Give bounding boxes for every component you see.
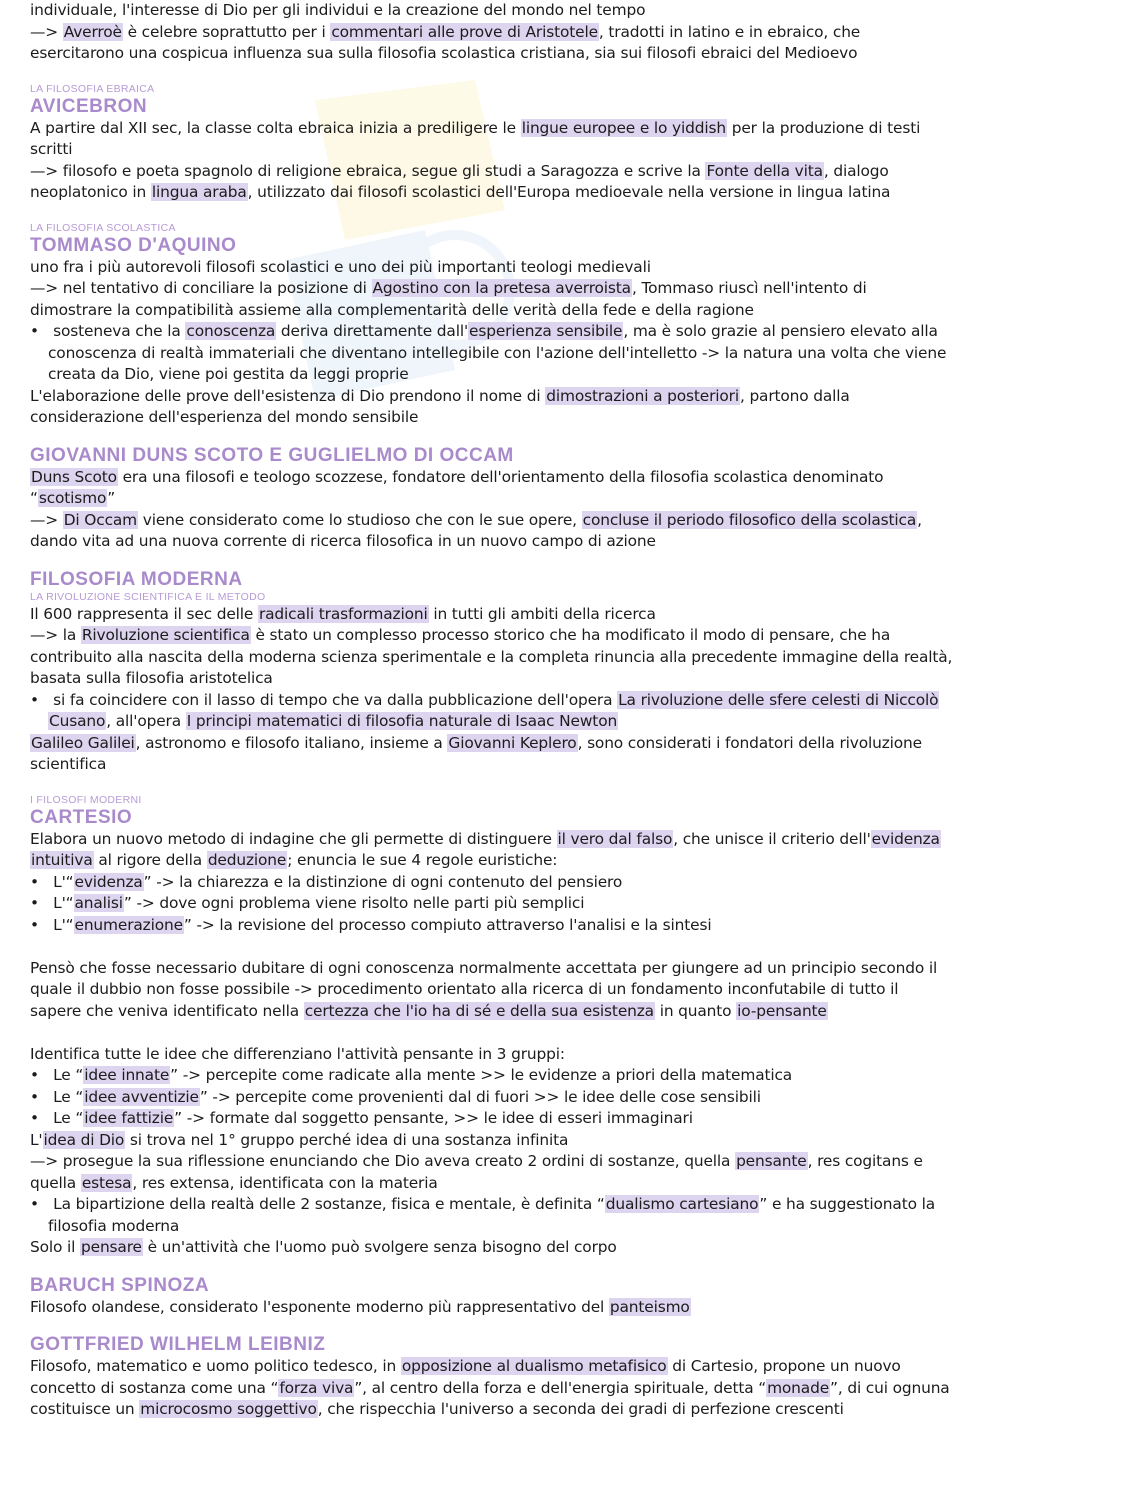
text-line: [30, 1378, 1122, 1400]
section-subtitle: LA FILOSOFIA EBRAICA: [30, 82, 155, 95]
text-line: [30, 604, 1122, 626]
text-run: ”: [107, 489, 116, 507]
text-run: , res cogitans e: [807, 1152, 923, 1170]
bullet-line: [30, 1194, 1122, 1216]
highlighted-term: concluse il periodo filosofico della scolastica: [582, 510, 917, 529]
text-run: si trova nel 1° gruppo perché idea di una sostanza infinita: [125, 1130, 569, 1149]
text-run: —> nel tentativo di conciliare la posizione di: [30, 279, 372, 297]
bullet-icon: •: [30, 1066, 54, 1084]
text-run: , all'opera: [106, 712, 186, 730]
text-line: [30, 467, 1122, 489]
text-run: Le “: [53, 1109, 84, 1127]
bullet-icon: •: [30, 872, 54, 891]
text-run: , sono considerati i fondatori della rivoluzione: [577, 733, 922, 752]
section-subtitle: LA RIVOLUZIONE SCIENTIFICA E IL METODO: [30, 590, 266, 603]
text-run: conoscenza di realtà immateriali che diventano intellegibile con l'azione dell'intelletto -> la natura una volta che viene: [48, 343, 947, 362]
text-run: scritti: [30, 140, 73, 158]
section-heading: BARUCH SPINOZA: [30, 1274, 210, 1296]
text-line: [30, 43, 1122, 65]
text-run: sapere che veniva identificato nella: [30, 1001, 304, 1020]
text-line: [30, 182, 1122, 204]
text-run: , res extensa, identificata con la materia: [132, 1173, 438, 1192]
text-line: [30, 958, 1122, 980]
text-run: quella: [30, 1173, 81, 1192]
text-run: L'“: [53, 894, 74, 912]
text-line: [30, 386, 1122, 408]
text-run: si fa coincidere con il lasso di tempo che va dalla pubblicazione dell'opera: [53, 690, 618, 709]
bullet-line: [30, 1108, 1122, 1130]
text-run: ” -> percepite come radicate alla mente >> le evidenze a priori della matematica: [170, 1066, 793, 1084]
text-run: è stato un complesso processo storico che ha modificato il modo di pensare, che ha: [250, 626, 891, 644]
text-run: , ma è solo grazie al pensiero elevato alla: [623, 322, 938, 340]
text-run: per la produzione di testi: [726, 118, 921, 137]
text-line: [30, 1130, 1122, 1152]
highlighted-term: pensante: [736, 1152, 807, 1170]
highlighted-term: Duns Scoto: [31, 467, 117, 486]
text-line: [30, 1356, 1122, 1378]
text-line: [30, 1173, 1122, 1195]
section-heading: GIOVANNI DUNS SCOTO E GUGLIELMO DI OCCAM: [30, 444, 514, 466]
text-run: L'“: [53, 915, 74, 934]
text-line: [30, 364, 1122, 386]
text-run: viene considerato come lo studioso che con le sue opere,: [138, 510, 582, 529]
text-run: uno fra i più autorevoli filosofi scolastici e uno dei più importanti teologi medievali: [30, 257, 651, 276]
text-line: [30, 1044, 1122, 1066]
text-run: ”, al centro della forza e dell'energia spirituale, detta “: [354, 1378, 767, 1397]
text-run: Filosofo olandese, considerato l'esponente moderno più rappresentativo del: [30, 1297, 609, 1316]
text-run: L': [30, 1130, 43, 1149]
highlighted-term: Cusano: [49, 712, 106, 730]
text-line: [30, 1399, 1122, 1421]
highlighted-term: il vero dal falso: [557, 829, 673, 848]
text-run: La bipartizione della realtà delle 2 sostanze, fisica e mentale, è definita “: [53, 1195, 605, 1213]
highlighted-term: lingua araba: [151, 183, 247, 201]
text-run: è celebre soprattutto per i: [122, 22, 331, 41]
highlighted-term: lingue europee e lo yiddish: [521, 118, 726, 137]
text-line: [30, 829, 1122, 851]
highlighted-term: Agostino con la pretesa averroista: [372, 279, 631, 297]
text-run: —> prosegue la sua riflessione enunciando che Dio aveva creato 2 ordini di sostanze, quella: [30, 1152, 736, 1170]
text-line: [30, 711, 1122, 733]
text-run: dando vita ad una nuova corrente di ricerca filosofica in un nuovo campo di azione: [30, 532, 656, 550]
text-run: ,: [917, 510, 922, 529]
bullet-line: [30, 321, 1122, 343]
text-line: [30, 1001, 1122, 1023]
text-run: Le “: [53, 1066, 84, 1084]
highlighted-term: dualismo cartesiano: [605, 1195, 759, 1213]
text-run: —> la: [30, 626, 81, 644]
text-line: [30, 1297, 1122, 1319]
text-line: [30, 257, 1122, 279]
text-line: [30, 300, 1122, 322]
highlighted-term: evidenza: [74, 872, 143, 891]
highlighted-term: idee fattizie: [84, 1109, 174, 1127]
text-run: filosofia moderna: [48, 1216, 180, 1235]
section-heading: AVICEBRON: [30, 95, 148, 117]
text-run: esercitarono una cospicua influenza sua sulla filosofia scolastica cristiana, sia sui filosofi ebraici del Medioevo: [30, 44, 858, 62]
text-run: neoplatonico in: [30, 183, 151, 201]
text-run: , che unisce il criterio dell': [673, 829, 871, 848]
text-run: deriva direttamente dall': [276, 322, 469, 340]
section-heading: CARTESIO: [30, 806, 133, 828]
highlighted-term: Averroè: [63, 22, 122, 41]
bullet-icon: •: [30, 690, 54, 709]
text-run: , tradotti in latino e in ebraico, che: [598, 22, 861, 41]
text-run: dimostrare la compatibilità assieme alla complementarità delle verità della fede e della ragione: [30, 300, 754, 319]
text-line: [30, 0, 1122, 22]
text-run: , che rispecchia l'universo a seconda dei gradi di perfezione crescenti: [317, 1400, 844, 1418]
text-run: , dialogo: [823, 161, 889, 180]
bullet-icon: •: [30, 1195, 54, 1213]
text-run: , partono dalla: [739, 386, 850, 405]
text-run: ” -> formate dal soggetto pensante, >> le idee di esseri immaginari: [174, 1109, 693, 1127]
highlighted-term: Fonte della vita: [706, 161, 823, 180]
text-run: ”, di cui ognuna: [830, 1378, 950, 1397]
section-subtitle: LA FILOSOFIA SCOLASTICA: [30, 221, 176, 234]
text-line: [30, 22, 1122, 44]
highlighted-term: Rivoluzione scientifica: [81, 626, 250, 644]
highlighted-term: idee avventizie: [84, 1087, 199, 1106]
text-run: , utilizzato dai filosofi scolastici dell'Europa medioevale nella versione in lingua latina: [247, 183, 891, 201]
highlighted-term: idee innate: [84, 1066, 170, 1084]
bullet-line: [30, 1087, 1122, 1109]
bullet-line: [30, 690, 1122, 712]
text-line: [30, 1151, 1122, 1173]
highlighted-term: radicali trasformazioni: [258, 604, 428, 623]
section-heading: GOTTFRIED WILHELM LEIBNIZ: [30, 1334, 326, 1355]
bullet-icon: •: [30, 322, 54, 340]
bullet-icon: •: [30, 894, 54, 912]
text-run: “: [30, 489, 38, 507]
highlighted-term: panteismo: [609, 1297, 690, 1316]
text-run: contribuito alla nascita della moderna scienza sperimentale e la completa rinuncia alla precedente immagine della realtà,: [30, 647, 953, 666]
section-heading: TOMMASO D'AQUINO: [30, 234, 237, 256]
text-line: [30, 733, 1122, 755]
text-line: [30, 407, 1122, 429]
text-run: al rigore della: [93, 851, 207, 869]
highlighted-term: forza viva: [279, 1378, 354, 1397]
text-line: [30, 343, 1122, 365]
text-line: [30, 754, 1122, 776]
text-run: scientifica: [30, 755, 107, 773]
text-line: [30, 531, 1122, 553]
text-line: [30, 1237, 1122, 1259]
text-run: L'elaborazione delle prove dell'esistenza di Dio prendono il nome di: [30, 386, 546, 405]
text-line: [30, 668, 1122, 690]
text-run: Identifica tutte le idee che differenziano l'attività pensante in 3 gruppi:: [30, 1044, 565, 1063]
bullet-icon: •: [30, 1109, 54, 1127]
text-run: —>: [30, 22, 63, 41]
highlighted-term: deduzione: [207, 851, 287, 869]
highlighted-term: io-pensante: [737, 1001, 827, 1020]
highlighted-term: pensare: [81, 1238, 142, 1256]
text-line: [30, 161, 1122, 183]
text-line: [30, 278, 1122, 300]
text-run: in tutti gli ambiti della ricerca: [428, 604, 656, 623]
text-run: sosteneva che la: [53, 322, 186, 340]
highlighted-term: dimostrazioni a posteriori: [546, 386, 739, 405]
text-line: [30, 979, 1122, 1001]
text-run: era una filosofi e teologo scozzese, fondatore dell'orientamento della filosofia scolastica denominato: [117, 467, 884, 486]
highlighted-term: certezza che l'io ha di sé e della sua esistenza: [304, 1001, 654, 1020]
spacer: [30, 1022, 1122, 1044]
highlighted-term: esperienza sensibile: [469, 322, 623, 340]
text-run: ” -> la chiarezza e la distinzione di ogni contenuto del pensiero: [143, 872, 623, 891]
text-line: [30, 118, 1122, 140]
text-run: costituisce un: [30, 1400, 140, 1418]
highlighted-term: commentari alle prove di Aristotele: [331, 22, 598, 41]
highlighted-term: estesa: [81, 1173, 132, 1192]
notes-page: [30, 0, 1122, 1421]
highlighted-term: opposizione al dualismo metafisico: [401, 1357, 667, 1375]
highlighted-term: monade: [767, 1378, 830, 1397]
spacer: [30, 936, 1122, 958]
highlighted-term: evidenza: [871, 829, 940, 848]
text-run: ; enuncia le sue 4 regole euristiche:: [287, 851, 558, 869]
highlighted-term: Di Occam: [63, 510, 138, 529]
text-run: , astronomo e filosofo italiano, insieme a: [135, 733, 448, 752]
highlighted-term: La rivoluzione delle sfere celesti di Niccolò: [618, 690, 939, 709]
text-run: A partire dal XII sec, la classe colta ebraica inizia a prediligere le: [30, 118, 521, 137]
text-line: [30, 510, 1122, 532]
highlighted-term: analisi: [74, 894, 123, 912]
text-run: è un'attività che l'uomo può svolgere senza bisogno del corpo: [142, 1238, 617, 1256]
text-line: [30, 850, 1122, 872]
text-run: considerazione dell'esperienza del mondo sensibile: [30, 408, 419, 426]
highlighted-term: I principi matematici di filosofia naturale di Isaac Newton: [186, 712, 618, 730]
text-run: basata sulla filosofia aristotelica: [30, 669, 273, 687]
text-run: creata da Dio, viene poi gestita da leggi proprie: [48, 365, 409, 383]
highlighted-term: conoscenza: [186, 322, 276, 340]
highlighted-term: Giovanni Keplero: [448, 733, 577, 752]
text-run: Elabora un nuovo metodo di indagine che gli permette di distinguere: [30, 829, 557, 848]
text-run: Le “: [53, 1087, 84, 1106]
highlighted-term: Galileo Galilei: [31, 733, 135, 752]
text-line: [30, 1216, 1122, 1238]
text-run: ” -> dove ogni problema viene risolto nelle parti più semplici: [123, 894, 585, 912]
text-line: [30, 625, 1122, 647]
text-run: ” -> percepite come provenienti dal di fuori >> le idee delle cose sensibili: [199, 1087, 761, 1106]
text-line: [30, 647, 1122, 669]
text-run: —> filosofo e poeta spagnolo di religione ebraica, segue gli studi a Saragozza e scrive la: [30, 161, 706, 180]
text-run: Filosofo, matematico e uomo politico tedesco, in: [30, 1357, 401, 1375]
text-line: [30, 139, 1122, 161]
highlighted-term: enumerazione: [74, 915, 183, 934]
text-run: individuale, l'interesse di Dio per gli individui e la creazione del mondo nel tempo: [30, 1, 646, 19]
text-run: quale il dubbio non fosse possibile -> procedimento orientato alla ricerca di un fondamento inconfutabile di tutto il: [30, 980, 899, 998]
text-run: , Tommaso riuscì nell'intento di: [631, 279, 867, 297]
text-run: Il 600 rappresenta il sec delle: [30, 604, 258, 623]
bullet-line: [30, 872, 1122, 894]
highlighted-term: idea di Dio: [43, 1130, 125, 1149]
section-heading: FILOSOFIA MODERNA: [30, 568, 243, 590]
text-run: Pensò che fosse necessario dubitare di ogni conoscenza normalmente accettata per giungere ad un principio secondo il: [30, 958, 938, 977]
text-run: concetto di sostanza come una “: [30, 1378, 279, 1397]
bullet-line: [30, 1065, 1122, 1087]
highlighted-term: intuitiva: [31, 851, 93, 869]
bullet-icon: •: [30, 915, 54, 934]
bullet-line: [30, 893, 1122, 915]
text-line: [30, 488, 1122, 510]
text-run: ” -> la revisione del processo compiuto attraverso l'analisi e la sintesi: [183, 915, 712, 934]
text-run: Solo il: [30, 1238, 81, 1256]
highlighted-term: scotismo: [38, 489, 107, 507]
text-run: —>: [30, 510, 63, 529]
text-run: L'“: [53, 872, 74, 891]
bullet-line: [30, 915, 1122, 937]
highlighted-term: microcosmo soggettivo: [140, 1400, 317, 1418]
text-run: di Cartesio, propone un nuovo: [667, 1357, 901, 1375]
text-run: ” e ha suggestionato la: [759, 1195, 935, 1213]
text-run: in quanto: [654, 1001, 737, 1020]
section-subtitle: I FILOSOFI MODERNI: [30, 793, 142, 806]
bullet-icon: •: [30, 1087, 54, 1106]
